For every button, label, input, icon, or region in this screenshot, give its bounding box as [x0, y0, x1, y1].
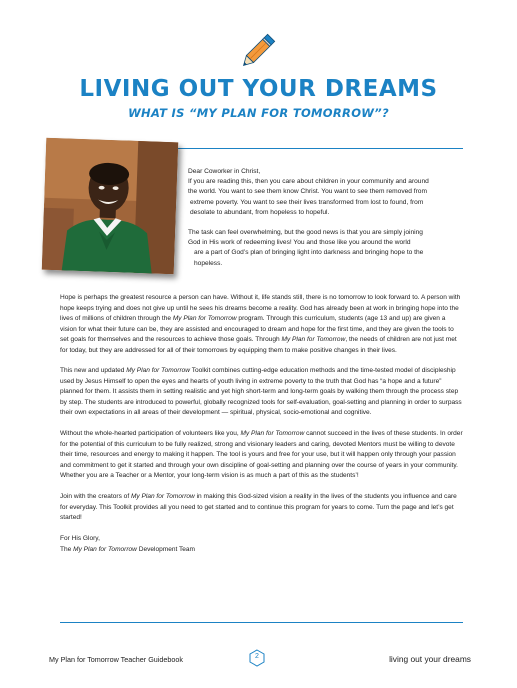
page-subtitle: WHAT IS “MY PLAN FOR TOMORROW”?	[128, 106, 389, 120]
photo	[42, 138, 179, 275]
pencil-icon	[235, 30, 279, 74]
footer-guidebook-title: My Plan for Tomorrow Teacher Guidebook	[49, 655, 183, 664]
letter-intro	[188, 167, 458, 269]
letter-line: desolate to abundant, from hopeless to hopeful.	[190, 208, 330, 216]
closing: For His Glory,	[60, 535, 100, 543]
letter-line: The task can feel overwhelming, but the good news is that you are simply joining	[188, 229, 423, 237]
letter-line: God in His work of redeeming lives! You and those like you around the world	[188, 239, 411, 247]
letter-line: are a part of God’s plan of bringing light into darkness and bringing hope to the	[194, 249, 424, 257]
letter-line: extreme poverty. You want to see their lives transformed from lost to found, from	[190, 198, 424, 206]
paragraph-join: Join with the creators of My Plan for Tomorrow in making this God-sized vision a reality in the lives of the students you influence and care for everyday. This Toolkit provides all you need to get started and to continue this program for years to come. Turn the page and let’s get started!	[60, 493, 457, 522]
page-title: LIVING OUT YOUR DREAMS	[79, 76, 438, 102]
signature: The My Plan for Tomorrow Development Team	[60, 545, 196, 553]
letter-line: hopeless.	[194, 259, 223, 267]
salutation: Dear Coworker in Christ,	[188, 168, 261, 175]
paragraph-hope: Hope is perhaps the greatest resource a person can have. Without it, life stands still, there is no tomorrow to look forward to. A person with hope keeps trying and does not give up until he sees his dreams become a reality. God has already been at work in bringing hope into the lives of millions of children through the My Plan for Tomorrow program. Through this curriculum, students (age 13 and up) are given a vision for what their future can be, they are assisted and encouraged to dream and hope for the first time, and they are given the tools to set goals for themselves and the resources to achieve those goals. Through My Plan for Tomorrow, the needs of children are not just met for today, but they are addressed for all of their tomorrows by equipping them to make positive changes in their lives.	[60, 294, 461, 354]
paragraph-volunteers: Without the whole-hearted participation of volunteers like you, My Plan for Tomorrow cannot succeed in the lives of these students. In order for the potential of this curriculum to be fully realized, strong and visionary leaders and caring, devoted Mentors must be willing to devote their time, resources and energy to making it happen. The tool is yours and free for your use, but it will happen only through your passion and commitment to get it started and through your own discipline of goal-setting and planning over the course of years in your community. Whether you are a Teacher or a Mentor, your long-term vision is as much a part of this as the students’!	[60, 430, 463, 480]
page-number: 2	[255, 653, 259, 660]
letter-line: the world. You want to see them know Christ. You want to see them removed from	[188, 188, 427, 196]
footer-section-title: living out your dreams	[389, 654, 471, 664]
letter-line: If you are reading this, then you care about children in your community and around	[188, 178, 429, 186]
paragraph-toolkit: This new and updated My Plan for Tomorrow Toolkit combines cutting-edge education methods and the time-tested model of discipleship used by Jesus Himself to open the eyes and hearts of youth living in extreme poverty to the truth that God has “a hope and a future” planned for them. It assists them in setting realistic and yet high short-term and long-term goals by walking them through the process step by step. The students are introduced to powerful, globally recognized tools for self-evaluation, goal-setting and planning in order to surpass their own expectations in all areas of their development — spiritual, physical, socio-emotional and cognitive.	[60, 367, 462, 417]
boy-photo	[42, 138, 179, 275]
bottom-divider	[60, 622, 463, 623]
letter-body	[60, 293, 463, 555]
